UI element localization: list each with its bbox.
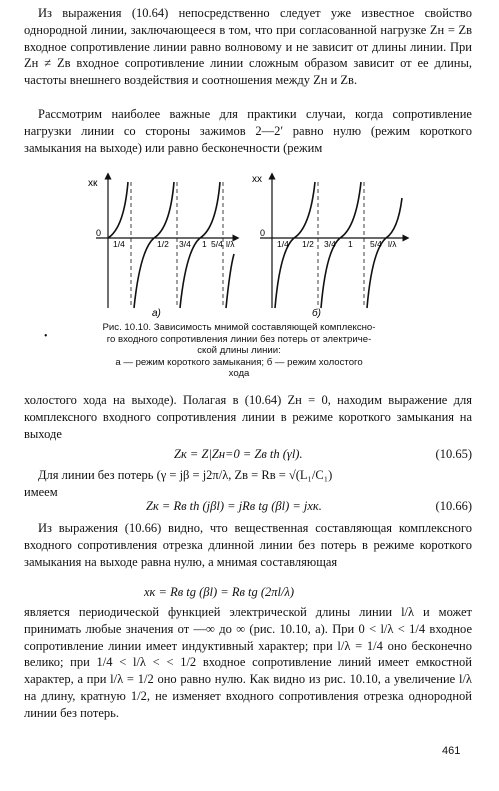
curve-branch xyxy=(226,254,234,308)
figure-panel-b xyxy=(252,174,406,319)
book-page: Из выражения (10.64) непосредственно следует уже известное свойство однородной линии, заключающееся в том, что при согласованной нагрузке Zн = Zв входное сопротивление линии равно волновому и не зависит от длины линии. При Zн ≠ Zв входное сопротивление линии сложным образом зависит от ее длины, частоты внешнего воздействия и соотношения между Zн и Zв. Рассмотрим наиболее важные для практики случаи, когда сопротивление нагрузки линии со стороны зажимов 2—2′ равно нулю (режим короткого замыкания на выходе) или равно бесконечности (режим xк 0 1/4 1/2 3/4 1 5/4 l/λ а) xх 0 1/4 1/2 3/4 1 5/4 l/λ б) • Рис. 10.10. Зависимость мнимой составляющей комплексно- го входного сопротивления линии без потерь от электриче- ской длины линии: а — режим короткого замыкания; б — режим холостого хода холостого хода на выходе). Полагая в (10.64) Zн = 0, находим выражение для комплексного входного сопротивления линии в режиме короткого замыкания на выходе Zк = Z|Zн=0 = Zв th (γl). (10.65) Для линии без потерь (γ = jβ = j2π/λ, Zв = Rв = √(L₁/C₁) имеем Zк = Rв th (jβl) = jRв tg (βl) = jxк. (10.66) Из выражения (10.66) видно, что вещественная составляющая комплексного входного сопротивления отрезка длинной линии без потерь в режиме короткого замыкания на выходе равна нулю, а мнимая составляющая xк = Rв tg (βl) = Rв tg (2πl/λ) является периодической функцией электрической длины линии l/λ и может принимать любые значения от —∞ до ∞ (рис. 10.10, а). При 0 < l/λ < 1/4 входное сопротивление линии имеет индуктивный характер; при l/λ = 1/4 оно бесконечно велико; при 1/4 < l/λ < < 1/2 входное сопротивление линий имеет емкостной характер, а при l/λ = 1/2 оно равно нулю. Как видно из рис. 10.10, а увеличение l/λ на длину, кратную 1/2, не изменяет входного сопротивления отрезка однородной линии без потерь. 461 xyxy=(24,6,472,757)
origin-label: 0 xyxy=(260,228,266,238)
curve-branch xyxy=(367,198,402,308)
paragraph-periodic: является периодической функцией электрической длины линии l/λ и может принимать любые значения от —∞ до ∞ (рис. 10.10, а). При 0 < l/λ < 1/4 входное сопротивление линии имеет индуктивный характер; при l/λ = 1/4 оно бесконечно велико; при 1/4 < l/λ < < 1/2 входное сопротивление линий имеет емкостной характер, а при l/λ = 1/2 оно равно нулю. Как видно из рис. 10.10, а увеличение l/λ на длину, кратную 1/2, не изменяет входного сопротивления отрезка однородной линии без потерь. xyxy=(24,605,472,720)
paragraph-lossless: Для линии без потерь (γ = jβ = j2π/λ, Zв = Rв = √(L₁/C₁) xyxy=(38,468,333,482)
paragraph-short-circuit: холостого хода на выходе). Полагая в (10.64) Zн = 0, находим выражение для комплексного входного сопротивления линии в режиме короткого замыкания на выходе xyxy=(24,393,472,441)
paragraph-real-part: Из выражения (10.66) видно, что вещественная составляющая комплексного входного сопротивления отрезка длинной линии без потерь в режиме короткого замыкания на выходе равна нулю, а мнимая составляющая xyxy=(24,521,472,569)
tick-label: 3/4 xyxy=(324,239,336,249)
figure-caption: Рис. 10.10. Зависимость мнимой составляющей комплексно- го входного сопротивления линии без потерь от электриче- ской длины линии: а — режим короткого замыкания; б — режим холостого хода xyxy=(102,322,376,380)
tick-label: 1 xyxy=(348,239,353,249)
tick-label: 1 xyxy=(202,239,207,249)
paragraph-lossless-cont: имеем xyxy=(24,485,58,499)
page-number: 461 xyxy=(442,745,461,757)
panel-label: б) xyxy=(312,308,321,319)
tick-label: 5/4 xyxy=(370,239,382,249)
x-axis-label: l/λ xyxy=(226,239,235,249)
tick-label: 1/4 xyxy=(277,239,289,249)
tick-label: 1/2 xyxy=(302,239,314,249)
curve-branch xyxy=(108,182,128,238)
figure-10-10 xyxy=(80,168,420,320)
y-axis-label: xх xyxy=(252,174,262,185)
tick-label: 1/4 xyxy=(113,239,125,249)
paragraph-intro: Из выражения (10.64) непосредственно следует уже известное свойство однородной линии, заключающееся в том, что при согласованной нагрузке Zн = Zв входное сопротивление линии равно волновому и не зависит от длины линии. При Zн ≠ Zв входное сопротивление линии сложным образом зависит от ее длины, частоты внешнего воздействия и соотношения между Zн и Zв. xyxy=(24,6,472,88)
tick-label: 3/4 xyxy=(179,239,191,249)
figure-panel-a xyxy=(88,176,236,319)
tick-label: 1/2 xyxy=(157,239,169,249)
x-axis-label: l/λ xyxy=(388,239,397,249)
tick-label: 5/4 xyxy=(211,239,223,249)
origin-label: 0 xyxy=(96,228,102,238)
paragraph-cases: Рассмотрим наиболее важные для практики случаи, когда сопротивление нагрузки линии со стороны зажимов 2—2′ равно нулю (режим короткого замыкания на выходе) или равно бесконечности (режим xyxy=(24,107,472,155)
panel-label: а) xyxy=(152,308,161,319)
y-axis-label: xк xyxy=(88,178,98,189)
